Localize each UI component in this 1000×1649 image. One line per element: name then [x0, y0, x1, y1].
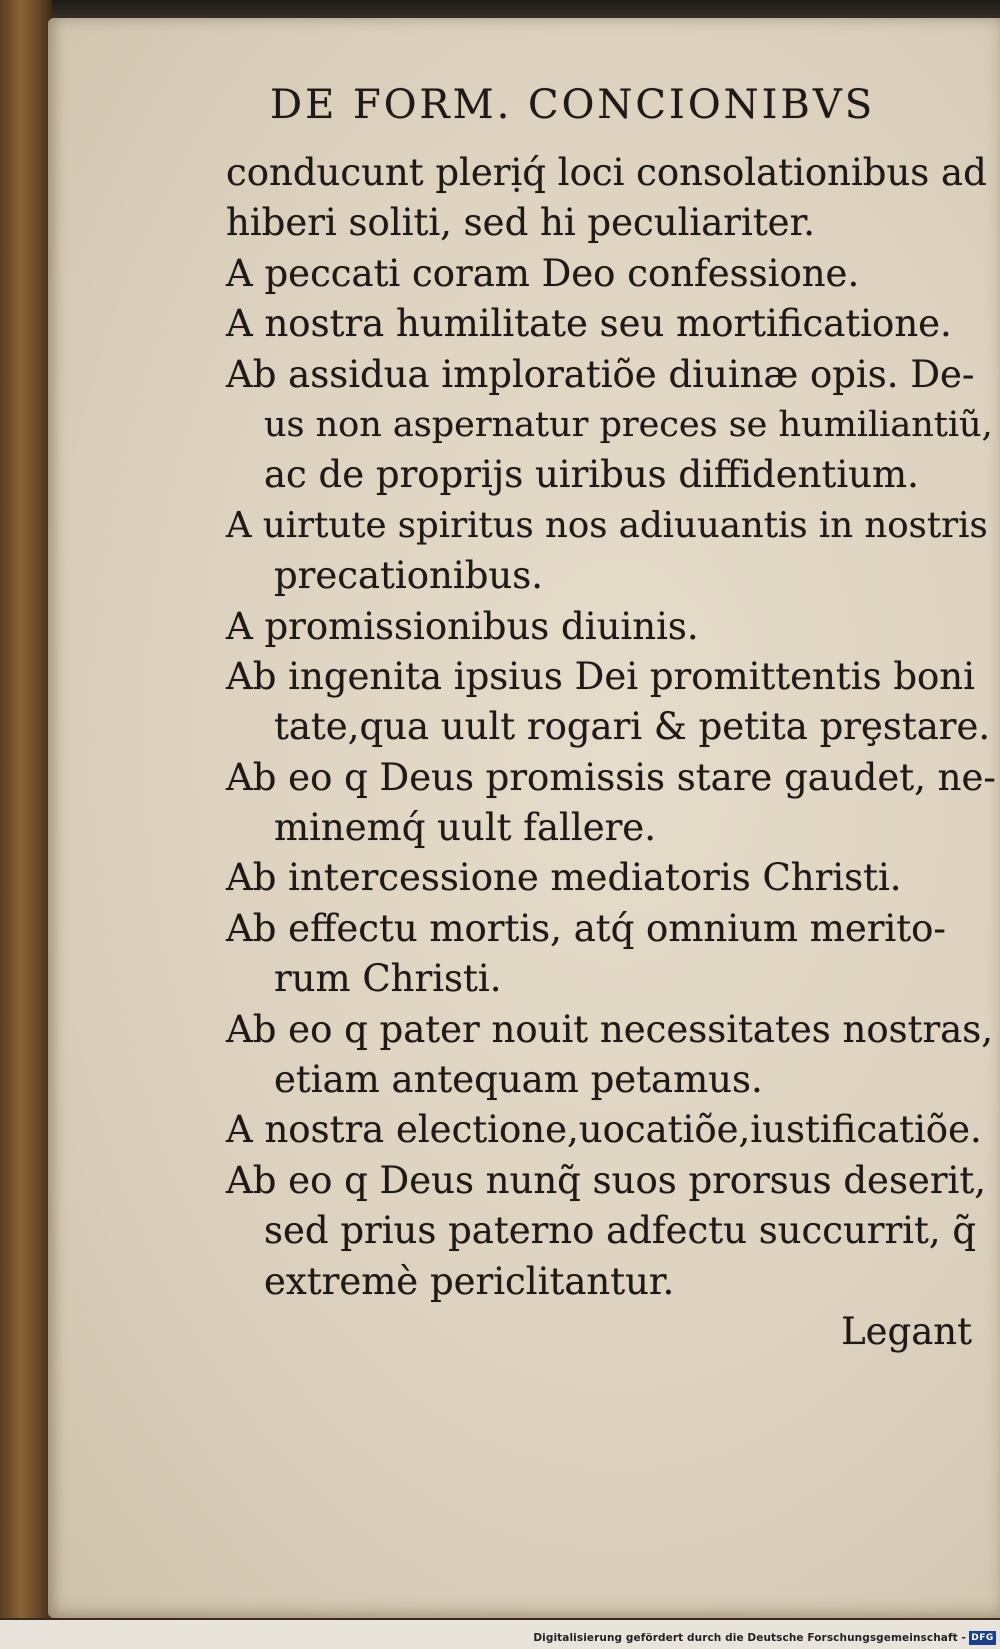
text-line: sed prius paterno adfectu succurrit, q̃ [264, 1209, 977, 1253]
text-line: ac de proprijs uiribus diffidentium. [264, 453, 919, 497]
text-line: rum Christi. [274, 957, 502, 1001]
text-line: us non aspernatur preces se humiliantiũ, [264, 404, 993, 445]
dfg-logo: DFG [969, 1631, 996, 1645]
text-line: A nostra electione,uocatiõe,iustificatiõe. [226, 1108, 982, 1152]
text-line: Ab assidua imploratiõe diuinæ opis. De- [226, 352, 975, 396]
text-line: conducunt plerịq́ loci consolationibus ad [226, 151, 987, 194]
text-line: minemq́ uult fallere. [274, 806, 656, 850]
text-line: tate,qua uult rogari & petita prȩstare. [274, 705, 991, 749]
text-line: Ab eo q Deus promissis stare gaudet, ne- [226, 755, 996, 799]
text-line: A peccati coram Deo confessione. [226, 251, 860, 295]
running-head: DE FORM. CONCIONIBVS [270, 82, 876, 128]
text-line: Ab effectu mortis, atq́ omnium merito- [226, 906, 946, 950]
text-line: A uirtute spiritus nos adiuuantis in nostris [226, 504, 988, 546]
text-line: Ab eo q Deus nunq̃ suos prorsus deserit, [226, 1158, 986, 1202]
text-line: Ab intercessione mediatoris Christi. [226, 856, 902, 900]
text-line: etiam antequam petamus. [274, 1058, 763, 1102]
text-line: A nostra humilitate seu mortificatione. [226, 302, 952, 346]
text-line: A promissionibus diuinis. [226, 604, 699, 648]
catchword: Legant [841, 1309, 972, 1353]
text-line: precationibus. [274, 554, 543, 598]
digitization-credit: Digitalisierung gefördert durch die Deutsche Forschungsgemeinschaft - [533, 1632, 966, 1644]
text-line: hiberi soliti, sed hi peculiariter. [226, 201, 815, 245]
text-block [226, 148, 996, 1357]
text-line: Ab ingenita ipsius Dei promittentis boni [226, 654, 975, 698]
text-line: Ab eo q pater nouit necessitates nostras, [226, 1007, 993, 1051]
book-binding [0, 0, 52, 1649]
text-line: extremè periclitantur. [264, 1259, 675, 1303]
